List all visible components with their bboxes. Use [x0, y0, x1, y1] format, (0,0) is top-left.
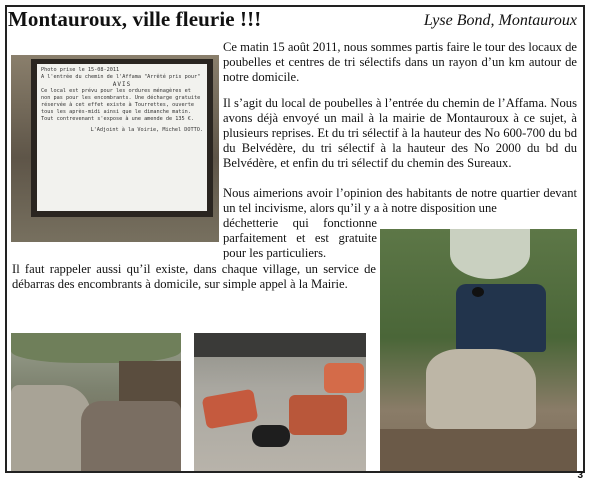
- recycling-bin: [456, 284, 546, 352]
- red-bag: [324, 363, 364, 393]
- notice-body: Ce local est prévu pour les ordures ménagères et non pas pour les encombrants. Une décharge gratuite réservée à cet effet existe à Tourrettes, ouverte tous les après-midi ainsi que le dimanche matin. Tout contrevenant s'expose à une amende de 135 €.: [41, 88, 201, 122]
- car-edge: [194, 333, 366, 357]
- bushes: [11, 333, 181, 363]
- dumped-waste: [426, 349, 536, 429]
- notice-signature: L'Adjoint à la Voirie, Michel DOTTO.: [90, 127, 203, 133]
- bin-opening: [472, 287, 484, 297]
- red-bag: [202, 389, 259, 430]
- article-title: Montauroux, ville fleurie !!!: [8, 7, 262, 31]
- notice-location: A l'entrée du chemin de l'Affama "Arrêté pris pour": [41, 74, 201, 80]
- notice-heading: AVIS: [112, 81, 132, 88]
- notice-paper: [37, 64, 207, 211]
- page-number: 3: [577, 470, 583, 481]
- paragraph-service: Il faut rappeler aussi qu’il existe, dans chaque village, un service de débarras des encombrants à domicile, sur simple appel à la Mairie.: [12, 262, 376, 292]
- ruins-photo: [11, 333, 181, 471]
- bags-photo: [194, 333, 366, 471]
- black-bag: [252, 425, 290, 447]
- paragraph-dechetterie: déchetterie qui fonctionne parfaitement et est gratuite pour les particuliers.: [223, 216, 377, 261]
- notice-board-photo: [11, 55, 219, 242]
- containers-photo: [380, 229, 577, 471]
- article-author: Lyse Bond, Montauroux: [423, 12, 577, 29]
- paragraph-opinion: Nous aimerions avoir l’opinion des habitants de notre quartier devant un tel incivisme, alors qu’il y a à notre disposition une: [223, 186, 577, 216]
- paragraph-locations: Il s’agit du local de poubelles à l’entrée du chemin de l’Affama. Nous avons déjà envoyé un mail à la mairie de Montauroux à ce sujet, à plusieurs reprises. Et du tri sélectif à la hauteur des No 600-700 du bd du Belvédère, du tri sélectif à la hauteur des No 2000 du bd du Belvédère, et enfin du tri sélectif du chemin des Sureaux.: [223, 96, 577, 171]
- rock: [11, 385, 91, 471]
- paragraph-intro: Ce matin 15 août 2011, nous sommes partis faire le tour des locaux de poubelles et centres de tri sélectifs dans un rayon d’un km autour de notre domicile.: [223, 40, 577, 85]
- sky-patch: [450, 229, 530, 279]
- red-bag: [289, 395, 347, 435]
- notice-photo-caption: Photo prise le 15-08-2011: [41, 67, 120, 73]
- ground: [380, 429, 577, 471]
- dumped-junk: [81, 401, 181, 471]
